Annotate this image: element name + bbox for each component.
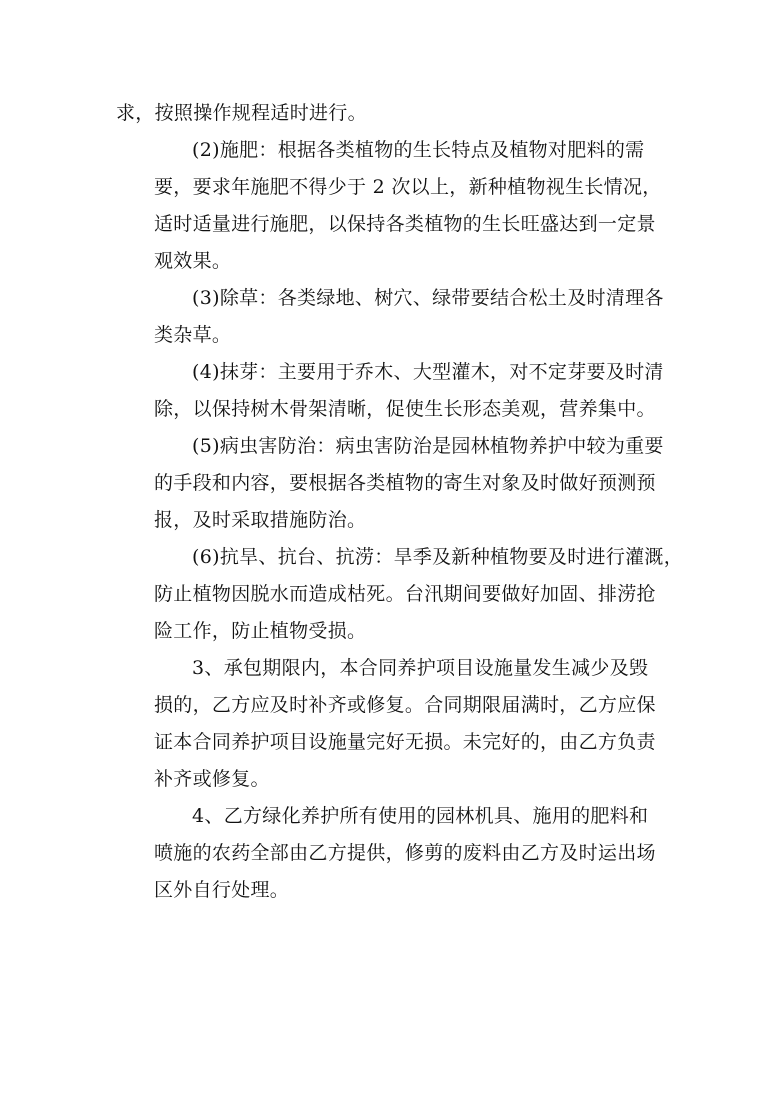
text-line: 3、承包期限内，本合同养护项目设施量发生减少及毁 (192, 657, 649, 679)
text-line: 报，及时采取措施防治。 (154, 509, 367, 531)
paragraph (116, 429, 671, 537)
text-line: 补齐或修复。 (154, 768, 270, 790)
text-line: (6)抗旱、抗台、抗涝：旱季及新种植物要及时进行灌溉， (192, 546, 684, 568)
text-line: 类杂草。 (154, 324, 232, 346)
paragraph (116, 651, 671, 796)
document-body (116, 96, 684, 910)
text-line: 4、乙方绿化养护所有使用的园林机具、施用的肥料和 (192, 805, 649, 827)
paragraph (116, 281, 671, 352)
text-line: 损的，乙方应及时补齐或修复。合同期限届满时，乙方应保 (154, 694, 656, 716)
text-line: 观效果。 (154, 250, 232, 272)
text-line: 险工作，防止植物受损。 (154, 620, 367, 642)
paragraph (116, 799, 671, 907)
text-line: 的手段和内容，要根据各类植物的寄生对象及时做好预测预 (154, 472, 656, 494)
text-line: (4)抹芽：主要用于乔木、大型灌木，对不定芽要及时清 (192, 361, 664, 383)
text-line: (3)除草：各类绿地、树穴、绿带要结合松土及时清理各 (192, 287, 664, 309)
paragraph (116, 133, 671, 278)
paragraph (116, 540, 684, 648)
paragraph (116, 355, 671, 426)
text-line: (2)施肥：根据各类植物的生长特点及植物对肥料的需 (192, 139, 645, 161)
text-line: 区外自行处理。 (154, 879, 290, 901)
text-line: 要，要求年施肥不得少于 2 次以上，新种植物视生长情况， (154, 176, 662, 198)
text-line: (5)病虫害防治：病虫害防治是园林植物养护中较为重要 (192, 435, 664, 457)
text-line: 防止植物因脱水而造成枯死。台汛期间要做好加固、排涝抢 (154, 583, 656, 605)
paragraph (116, 96, 671, 130)
text-line: 除，以保持树木骨架清晰，促使生长形态美观，营养集中。 (154, 398, 656, 420)
text-line: 适时适量进行施肥，以保持各类植物的生长旺盛达到一定景 (154, 213, 656, 235)
text-line: 证本合同养护项目设施量完好无损。未完好的，由乙方负责 (154, 731, 656, 753)
text-line: 喷施的农药全部由乙方提供，修剪的废料由乙方及时运出场 (154, 842, 656, 864)
text-line: 求，按照操作规程适时进行。 (116, 102, 367, 124)
